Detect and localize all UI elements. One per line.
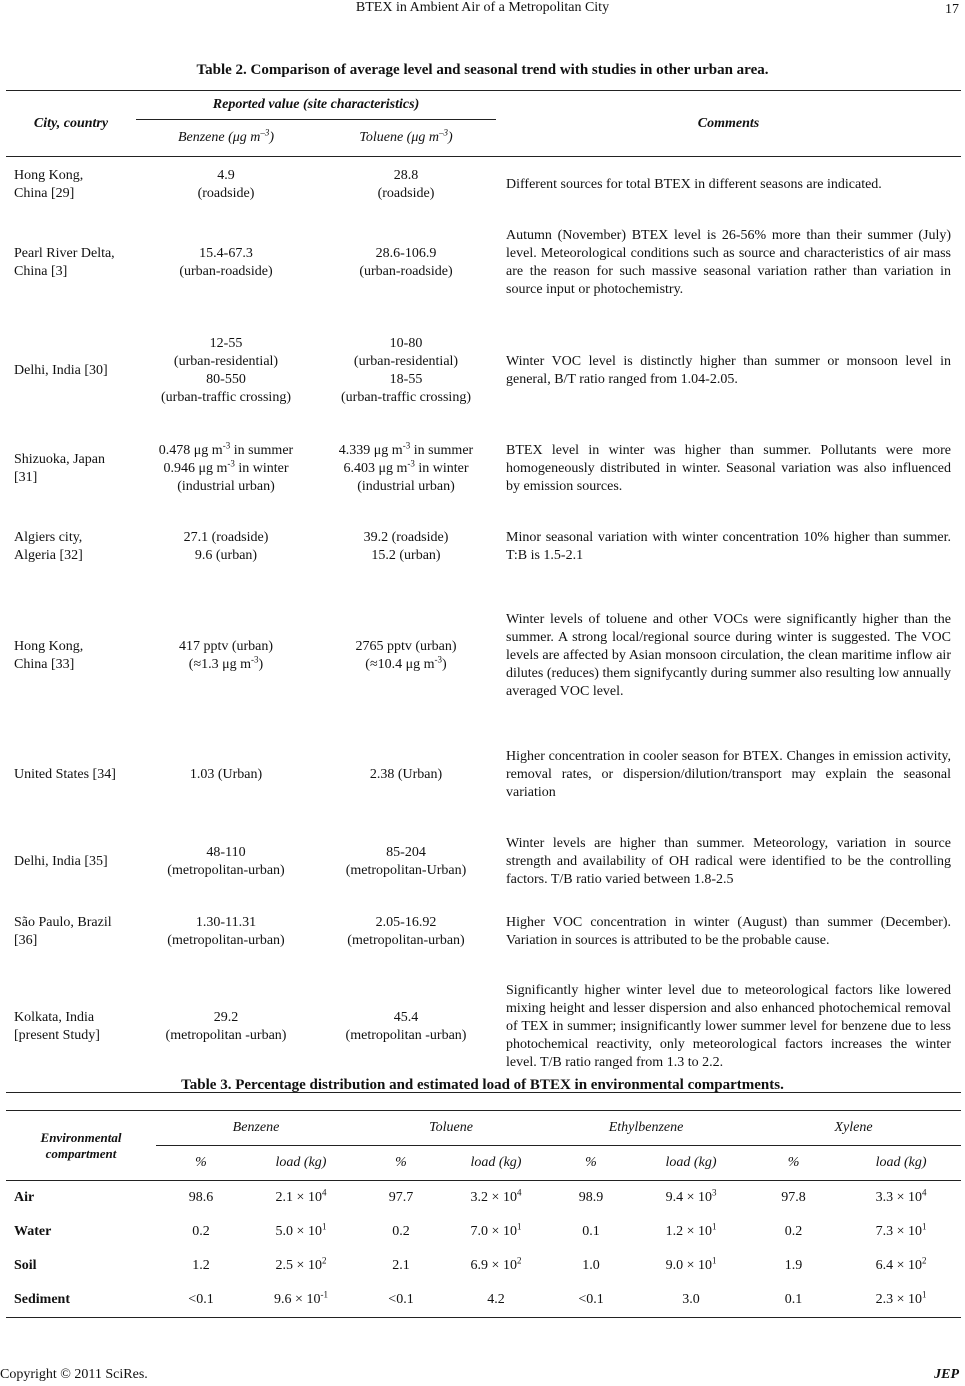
cell-benzene: 0.478 μg $m^{-3}$ in summer 0.946 μg $m^{-3}$ in winter (industrial urban) xyxy=(158,439,294,494)
cell-load: $2.5 \times 10^2$ xyxy=(275,1255,327,1273)
cell-percent: 0.2 xyxy=(392,1224,410,1239)
table-row xyxy=(6,313,961,429)
cell-load: $2.3 \times 10^1$ xyxy=(875,1289,927,1307)
table2 xyxy=(6,90,961,1093)
cell-comment: Winter VOC level is distinctly higher than summer or monsoon level in general, B/T ratio ranged from 1.04-2.05. xyxy=(506,353,951,387)
header-load: load (kg) xyxy=(875,1155,927,1170)
cell-benzene: 29.2 (metropolitan -urban) xyxy=(165,1010,287,1044)
cell-percent: <0.1 xyxy=(578,1292,604,1307)
cell-toluene: 2.38 (Urban) xyxy=(369,766,443,782)
header-compound: Xylene xyxy=(746,1111,961,1146)
table-row xyxy=(6,585,961,727)
cell-load: $9.4 \times 10^3$ xyxy=(665,1187,717,1205)
cell-load: $6.9 \times 10^2$ xyxy=(470,1255,522,1273)
table-row xyxy=(6,429,961,509)
header-compound: Toluene xyxy=(356,1111,546,1146)
header-benzene: Benzene (μg $m^{-3}$) xyxy=(177,127,275,145)
table-row xyxy=(6,823,961,901)
header-load: load (kg) xyxy=(470,1155,522,1170)
table-row xyxy=(6,1215,961,1249)
cell-comment: Significantly higher winter level due to meteorological factors like lowered mixing height and lesser dispersion and also enhanced photochemical removal of TEX in summer; insignificantly lower summer level for benzene due to less photochemical reactivity, only meteorological factors increases the winter level. T/B ratio ranged from 1.3 to 2.2. xyxy=(506,983,951,1071)
header-load: load (kg) xyxy=(275,1155,327,1170)
cell-load: 4.2 xyxy=(487,1292,505,1307)
journal-abbrev: JEP xyxy=(934,1367,959,1382)
cell-city: São Paulo, Brazil [36] xyxy=(14,914,112,948)
cell-comment: Winter levels of toluene and other VOCs were significantly higher than the summer. A strong local/regional source during winter is suggested. The VOC levels are affected by Asian monsoon circulation, the clean maritime inflow air dilutes (reduces) them signifycantly during summer also resulting low annually averaged VOC level. xyxy=(506,611,951,699)
table-row xyxy=(6,963,961,1093)
cell-percent: <0.1 xyxy=(188,1292,214,1307)
cell-load: $1.2 \times 10^1$ xyxy=(665,1221,717,1239)
table2-caption: Table 2. Comparison of average level and seasonal trend with studies in other urban area. xyxy=(196,62,769,78)
cell-toluene: 10-80 (urban-residential) 18-55 (urban-traffic crossing) xyxy=(341,335,471,405)
cell-percent: 1.0 xyxy=(582,1258,600,1273)
running-head xyxy=(0,0,965,22)
table-row xyxy=(6,509,961,585)
cell-toluene: 28.6-106.9 (urban-roadside) xyxy=(359,245,453,279)
cell-city: Algiers city, Algeria [32] xyxy=(14,529,83,563)
header-city: City, country xyxy=(33,115,109,131)
cell-benzene: 1.30-11.31 (metropolitan-urban) xyxy=(167,914,285,948)
cell-benzene: 1.03 (Urban) xyxy=(189,766,263,782)
cell-city: Delhi, India [35] xyxy=(14,853,108,869)
table3-caption: Table 3. Percentage distribution and estimated load of BTEX in environmental compartments. xyxy=(181,1077,784,1093)
cell-load: $5.0 \times 10^1$ xyxy=(275,1221,327,1239)
cell-toluene: 4.339 μg $m^{-3}$ in summer 6.403 μg $m^{-3}$ in winter (industrial urban) xyxy=(338,439,474,494)
cell-load: $9.0 \times 10^1$ xyxy=(665,1255,717,1273)
cell-comment: Higher VOC concentration in winter (August) than summer (December). Variation in sources is attributed to be the probable cause. xyxy=(506,914,951,948)
cell-load: $3.2 \times 10^4$ xyxy=(470,1187,522,1205)
cell-percent: 0.1 xyxy=(784,1292,803,1307)
cell-compartment: Sediment xyxy=(14,1292,70,1307)
header-percent: % xyxy=(195,1155,207,1170)
header-environmental-compartment: Environmental compartment xyxy=(40,1129,122,1161)
cell-toluene: 39.2 (roadside) 15.2 (urban) xyxy=(363,529,449,563)
cell-city: Shizuoka, Japan [31] xyxy=(14,451,105,485)
cell-percent: <0.1 xyxy=(388,1292,414,1307)
cell-toluene: 2765 pptv (urban) (≈10.4 μg $m^{-3}$) xyxy=(355,638,457,672)
cell-comment: Different sources for total BTEX in different seasons are indicated. xyxy=(506,176,882,192)
copyright: Copyright © 2011 SciRes. xyxy=(0,1367,148,1382)
cell-city: Pearl River Delta, China [3] xyxy=(14,245,115,279)
cell-percent: 0.2 xyxy=(784,1224,803,1239)
cell-toluene: 85-204 (metropolitan-Urban) xyxy=(345,844,467,878)
cell-load: $2.1 \times 10^4$ xyxy=(275,1187,327,1205)
cell-benzene: 12-55 (urban-residential) 80-550 (urban-traffic crossing) xyxy=(161,335,291,405)
cell-load: $9.6 \times 10^{-1}$ xyxy=(274,1289,328,1307)
cell-comment: Autumn (November) BTEX level is 26-56% more than their summer (July) level. Meteorological conditions such as source and characteristics of air mass are the reason for such massive seasonal variation rather than variation in source input or photochemistry. xyxy=(506,227,951,297)
cell-percent: 2.1 xyxy=(392,1258,410,1273)
cell-benzene: 417 pptv (urban) (≈1.3 μg $m^{-3}$) xyxy=(178,638,274,672)
header-compound: Benzene xyxy=(156,1111,356,1146)
cell-toluene: 45.4 (metropolitan -urban) xyxy=(345,1010,467,1044)
cell-compartment: Water xyxy=(14,1224,52,1239)
cell-city: Delhi, India [30] xyxy=(14,362,108,378)
cell-percent: 0.1 xyxy=(582,1224,600,1239)
cell-comment: Higher concentration in cooler season for BTEX. Changes in emission activity, removal rates, or dispersion/dilution/transport may explain the seasonal variation xyxy=(506,748,951,800)
header-reported: Reported value (site characteristics) xyxy=(136,91,496,120)
table-row xyxy=(6,1283,961,1318)
cell-comment: BTEX level in winter was higher than summer. Pollutants were more homogeneously distributed in winter. Seasonal variation was also influenced by emission sources. xyxy=(506,442,951,494)
cell-percent: 97.7 xyxy=(388,1190,414,1205)
cell-benzene: 27.1 (roadside) 9.6 (urban) xyxy=(183,529,269,563)
cell-load: $3.3 \times 10^4$ xyxy=(875,1187,927,1205)
cell-percent: 98.6 xyxy=(188,1190,214,1205)
header-toluene: Toluene (μg $m^{-3}$) xyxy=(359,127,453,145)
cell-percent: 97.8 xyxy=(781,1190,806,1205)
cell-city: United States [34] xyxy=(14,766,116,782)
header-load: load (kg) xyxy=(665,1155,717,1170)
header-compound: Ethylbenzene xyxy=(546,1111,746,1146)
cell-toluene: 28.8 (roadside) xyxy=(377,167,435,201)
cell-compartment: Soil xyxy=(14,1258,37,1273)
cell-benzene: 4.9 (roadside) xyxy=(197,167,255,201)
cell-comment: Minor seasonal variation with winter concentration 10% higher than summer. T:B is 1.5-2.1 xyxy=(506,529,951,563)
cell-percent: 1.9 xyxy=(784,1258,803,1273)
table-row xyxy=(6,213,961,313)
running-title: BTEX in Ambient Air of a Metropolitan City xyxy=(355,0,610,15)
cell-percent: 98.9 xyxy=(578,1190,604,1205)
table-row xyxy=(6,1181,961,1216)
table-row xyxy=(6,157,961,213)
cell-load: $6.4 \times 10^2$ xyxy=(875,1255,927,1273)
table-row xyxy=(6,727,961,823)
table-row xyxy=(6,1249,961,1283)
cell-load: $7.0 \times 10^1$ xyxy=(470,1221,522,1239)
cell-load: $7.3 \times 10^1$ xyxy=(875,1221,927,1239)
cell-compartment: Air xyxy=(14,1190,35,1205)
cell-benzene: 48-110 (metropolitan-urban) xyxy=(167,844,285,878)
cell-toluene: 2.05-16.92 (metropolitan-urban) xyxy=(347,914,465,948)
cell-percent: 1.2 xyxy=(192,1258,210,1273)
header-comments: Comments xyxy=(697,115,760,131)
header-percent: % xyxy=(585,1155,597,1170)
cell-comment: Winter levels are higher than summer. Meteorology, variation in source strength and availability of OH radical were identified to be the controlling factors. T/B ratio varied between 1.8-2.5 xyxy=(506,835,951,887)
cell-load: 3.0 xyxy=(682,1292,700,1307)
cell-city: Kolkata, India [present Study] xyxy=(14,1010,100,1044)
table-row xyxy=(6,901,961,963)
header-percent: % xyxy=(787,1155,800,1170)
cell-city: Hong Kong, China [33] xyxy=(14,638,84,672)
table3 xyxy=(6,1110,961,1318)
page-number: 17 xyxy=(945,2,959,17)
header-percent: % xyxy=(395,1155,407,1170)
cell-benzene: 15.4-67.3 (urban-roadside) xyxy=(179,245,273,279)
cell-city: Hong Kong, China [29] xyxy=(14,167,84,201)
cell-percent: 0.2 xyxy=(192,1224,210,1239)
